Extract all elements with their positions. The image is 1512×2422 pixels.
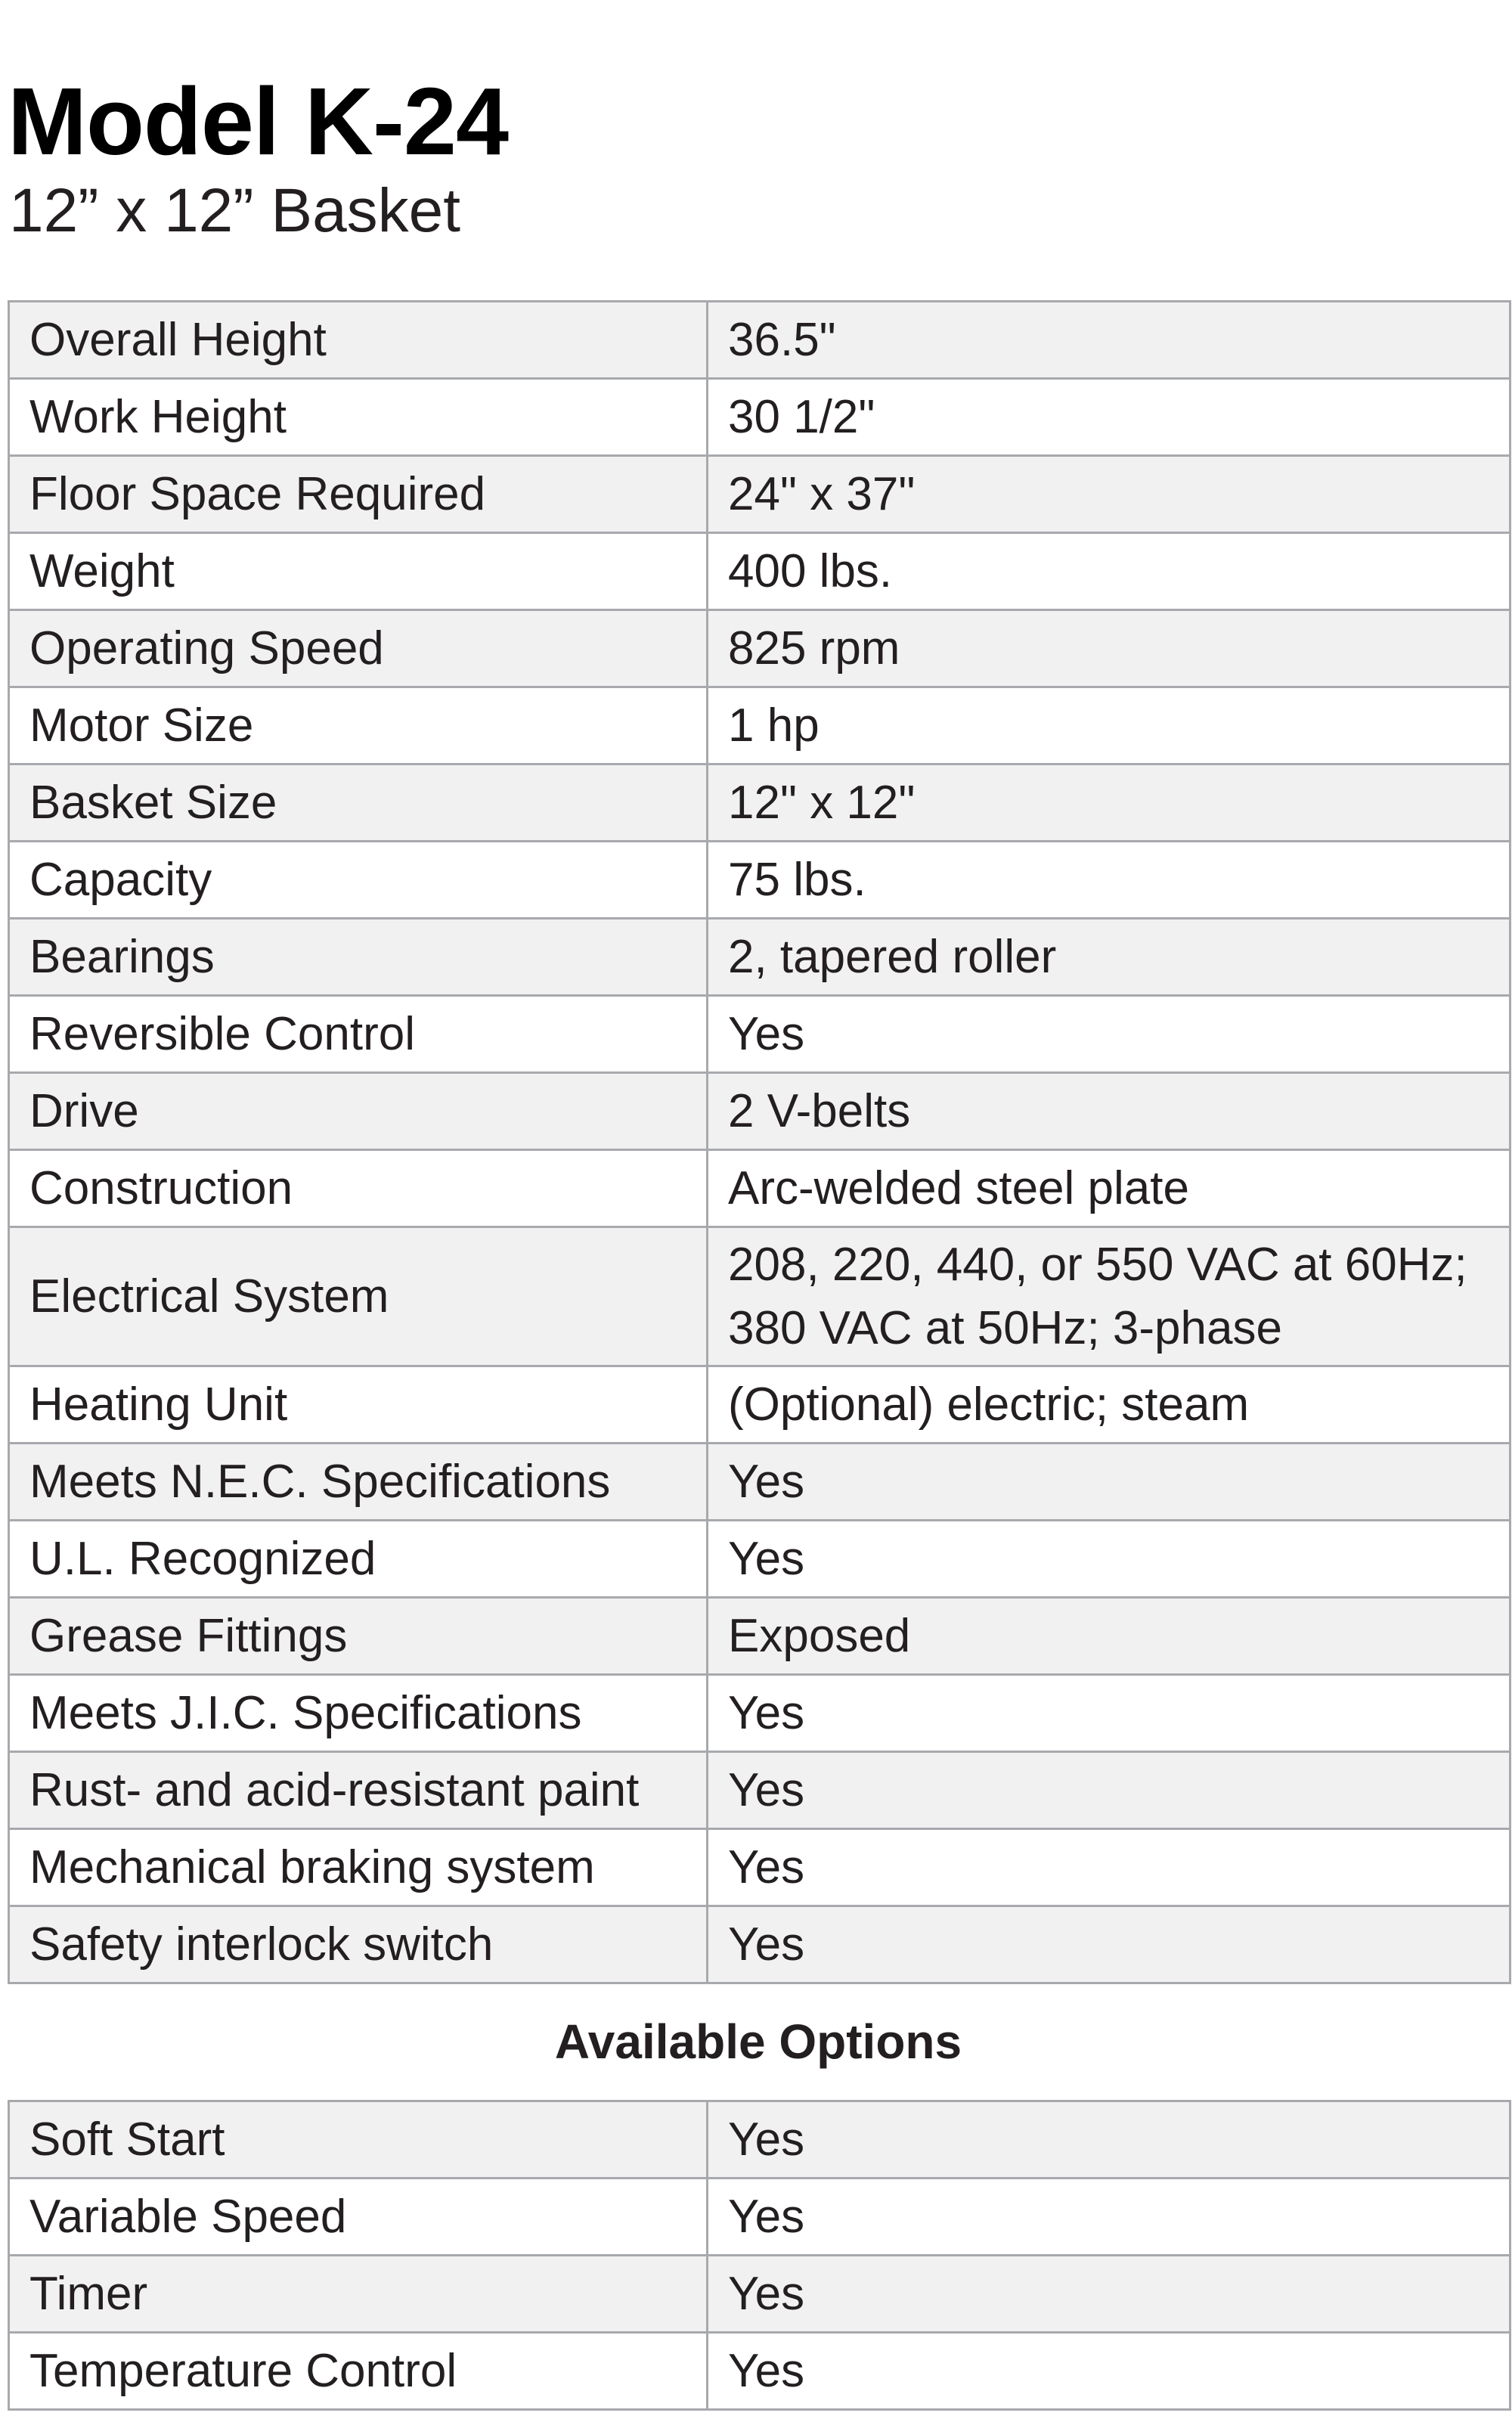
spec-value: Yes [708,996,1510,1073]
table-row [9,1227,1510,1366]
spec-label: Basket Size [9,764,708,842]
page-subtitle: 12” x 12” Basket [9,176,461,245]
spec-value: 75 lbs. [708,842,1510,919]
spec-label: Mechanical braking system [9,1829,708,1906]
spec-label: Overall Height [9,302,708,379]
spec-value: 208, 220, 440, or 550 VAC at 60Hz; 380 VAC at 50Hz; 3-phase [708,1227,1510,1366]
spec-value: Arc-welded steel plate [708,1150,1510,1227]
table-row [9,2101,1510,2179]
table-row [9,456,1510,533]
spec-value: 2 V-belts [708,1073,1510,1150]
table-row [9,1752,1510,1829]
spec-label: Safety interlock switch [9,1906,708,1983]
spec-label: Meets N.E.C. Specifications [9,1444,708,1521]
table-row [9,1829,1510,1906]
spec-value: 24" x 37" [708,456,1510,533]
spec-value: 30 1/2" [708,379,1510,456]
spec-label: Heating Unit [9,1366,708,1444]
spec-label: Floor Space Required [9,456,708,533]
page-title: Model K-24 [8,68,509,175]
option-value: Yes [708,2256,1510,2333]
spec-value: 36.5" [708,302,1510,379]
table-row [9,2256,1510,2333]
table-row [9,533,1510,610]
options-heading: Available Options [554,2014,962,2069]
table-row [9,842,1510,919]
table-row [9,1521,1510,1598]
spec-label: Drive [9,1073,708,1150]
spec-label: Meets J.I.C. Specifications [9,1675,708,1752]
table-row [9,379,1510,456]
option-value: Yes [708,2179,1510,2256]
spec-label: Rust- and acid-resistant paint [9,1752,708,1829]
table-row [9,919,1510,996]
spec-label: Motor Size [9,687,708,764]
table-row [9,764,1510,842]
option-value: Yes [708,2333,1510,2410]
spec-value: Yes [708,1521,1510,1598]
table-row [9,610,1510,687]
spec-label: Construction [9,1150,708,1227]
table-row [9,1366,1510,1444]
spec-value: 2, tapered roller [708,919,1510,996]
specifications-table [8,300,1511,1984]
table-row [9,1150,1510,1227]
spec-label: Capacity [9,842,708,919]
options-table [8,2100,1511,2411]
option-value: Yes [708,2101,1510,2179]
table-row [9,1444,1510,1521]
spec-value: Exposed [708,1598,1510,1675]
spec-label: Reversible Control [9,996,708,1073]
option-label: Soft Start [9,2101,708,2179]
table-row [9,1906,1510,1983]
table-row [9,1675,1510,1752]
table-row [9,996,1510,1073]
spec-label: U.L. Recognized [9,1521,708,1598]
spec-value: 12" x 12" [708,764,1510,842]
spec-value: Yes [708,1675,1510,1752]
spec-label: Weight [9,533,708,610]
spec-label: Bearings [9,919,708,996]
spec-value: Yes [708,1829,1510,1906]
spec-label: Electrical System [9,1227,708,1366]
spec-value: Yes [708,1444,1510,1521]
spec-label: Work Height [9,379,708,456]
option-label: Variable Speed [9,2179,708,2256]
table-row [9,687,1510,764]
table-row [9,1073,1510,1150]
spec-value: Yes [708,1752,1510,1829]
table-row [9,2333,1510,2410]
spec-value: 400 lbs. [708,533,1510,610]
spec-value: 1 hp [708,687,1510,764]
table-row [9,302,1510,379]
spec-label: Operating Speed [9,610,708,687]
option-label: Timer [9,2256,708,2333]
option-label: Temperature Control [9,2333,708,2410]
spec-value: (Optional) electric; steam [708,1366,1510,1444]
spec-value: 825 rpm [708,610,1510,687]
spec-value: Yes [708,1906,1510,1983]
spec-label: Grease Fittings [9,1598,708,1675]
table-row [9,2179,1510,2256]
table-row [9,1598,1510,1675]
